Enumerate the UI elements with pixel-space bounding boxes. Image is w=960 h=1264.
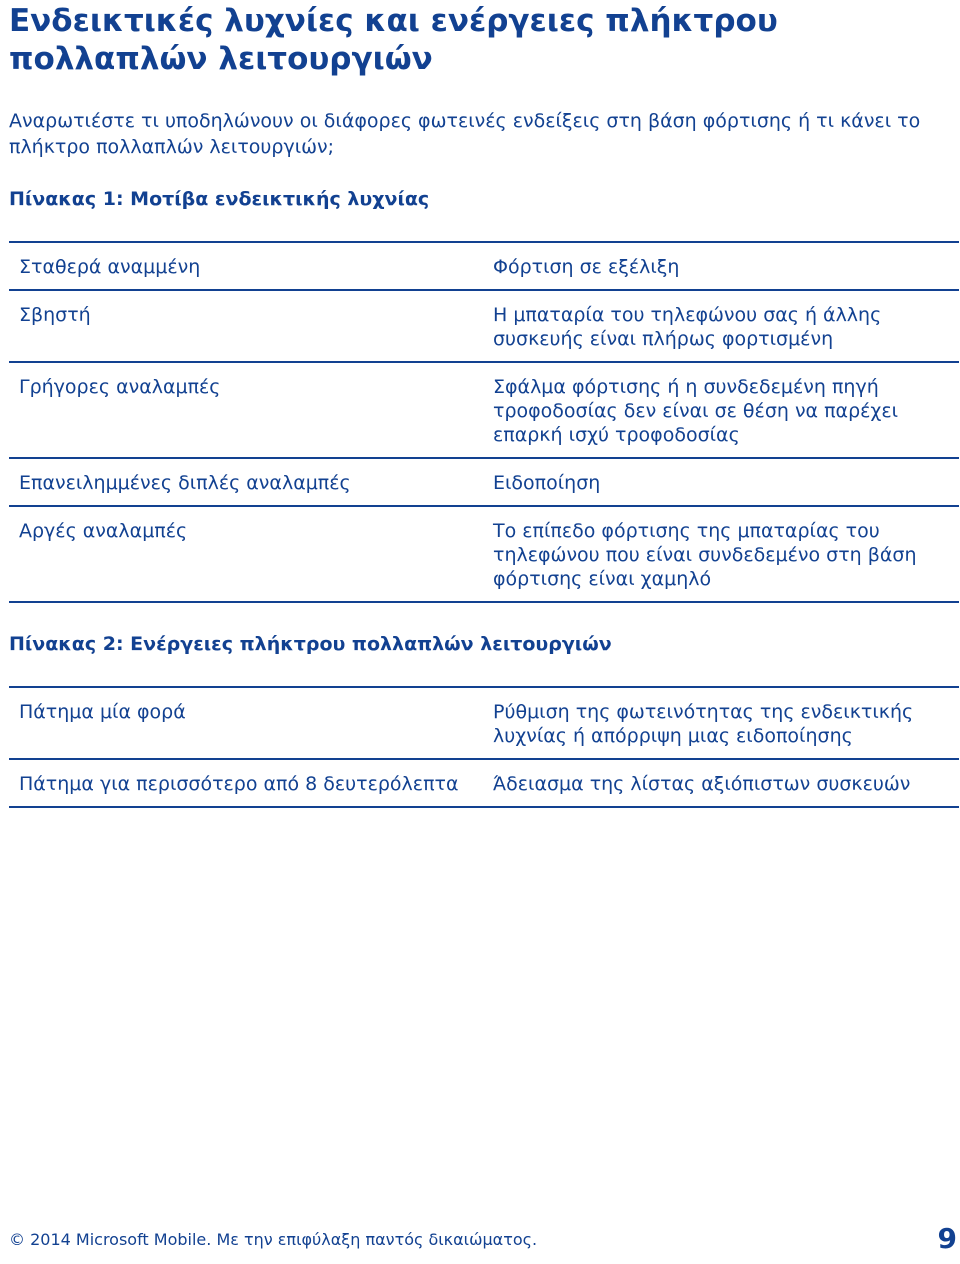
key-action-cell: Πάτημα για περισσότερο από 8 δευτερόλεπτα [9,759,483,807]
intro-text: Αναρωτιέστε τι υποδηλώνουν οι διάφορες φωτεινές ενδείξεις στη βάση φόρτισης ή τι κάνει το πλήκτρο πολλαπλών λειτουργιών; [9,110,921,158]
page-title: Ενδεικτικές λυχνίες και ενέργειες πλήκτρου πολλαπλών λειτουργιών [9,3,778,77]
indicator-light-table [9,241,959,603]
table-row [9,242,959,290]
light-meaning-cell: Η μπαταρία του τηλεφώνου σας ή άλλης συσκευής είναι πλήρως φορτισμένη [483,290,959,362]
light-pattern-cell: Αργές αναλαμπές [9,506,483,602]
table-row [9,759,959,807]
light-meaning-cell: Ειδοποίηση [483,458,959,506]
key-action-cell: Πάτημα μία φορά [9,687,483,759]
table-row [9,687,959,759]
table-row [9,362,959,458]
table-row [9,290,959,362]
multifunction-key-table [9,686,959,808]
light-meaning-cell: Φόρτιση σε εξέλιξη [483,242,959,290]
key-result-cell: Άδειασμα της λίστας αξιόπιστων συσκευών [483,759,959,807]
light-pattern-cell: Επανειλημμένες διπλές αναλαμπές [9,458,483,506]
page-number: 9 [937,1222,957,1255]
light-pattern-cell: Σβηστή [9,290,483,362]
footer-copyright: © 2014 Microsoft Mobile. Με την επιφύλαξη παντός δικαιώματος. [9,1230,538,1249]
light-pattern-cell: Σταθερά αναμμένη [9,242,483,290]
light-pattern-cell: Γρήγορες αναλαμπές [9,362,483,458]
light-meaning-cell: Σφάλμα φόρτισης ή η συνδεδεμένη πηγή τροφοδοσίας δεν είναι σε θέση να παρέχει επαρκή ισχύ τροφοδοσίας [483,362,959,458]
table1-caption: Πίνακας 1: Μοτίβα ενδεικτικής λυχνίας [9,188,430,210]
table-row [9,458,959,506]
table-row [9,506,959,602]
table2-caption: Πίνακας 2: Ενέργειες πλήκτρου πολλαπλών λειτουργιών [9,633,612,655]
key-result-cell: Ρύθμιση της φωτεινότητας της ενδεικτικής λυχνίας ή απόρριψη μιας ειδοποίησης [483,687,959,759]
light-meaning-cell: Το επίπεδο φόρτισης της μπαταρίας του τηλεφώνου που είναι συνδεδεμένο στη βάση φόρτισης είναι χαμηλό [483,506,959,602]
